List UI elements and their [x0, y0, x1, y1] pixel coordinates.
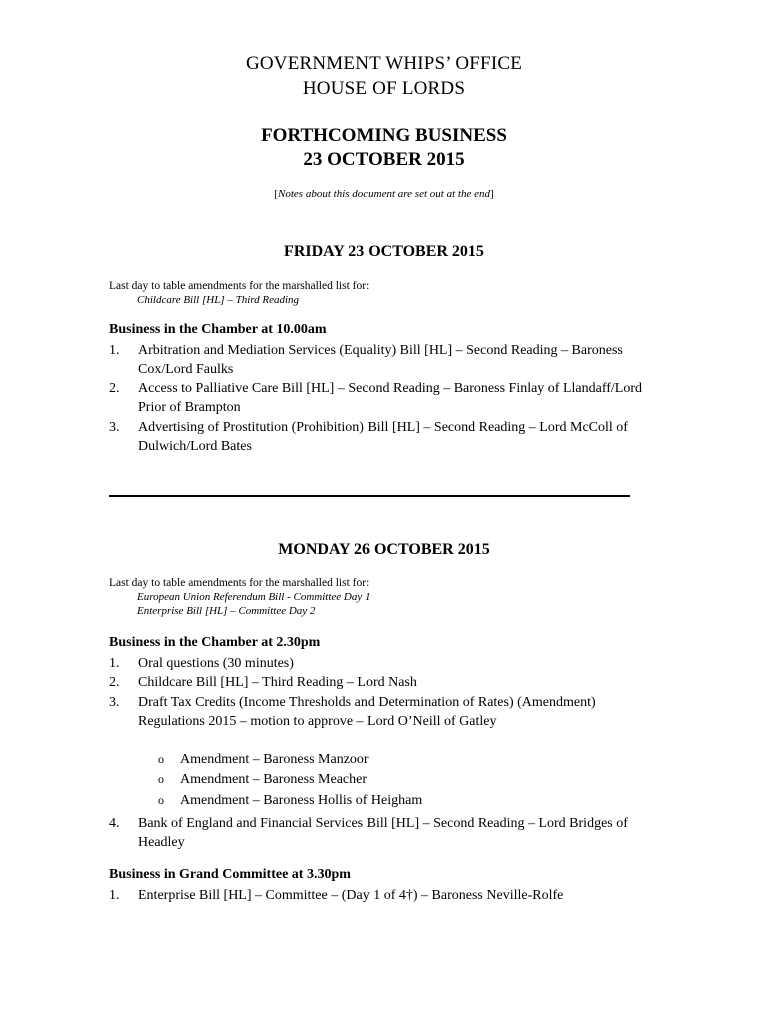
amendment-subitem — [158, 752, 369, 768]
chamber-heading-friday: Business in the Chamber at 10.00am — [109, 322, 327, 337]
office-name-line1: GOVERNMENT WHIPS’ OFFICE — [245, 53, 523, 74]
amendments-intro-monday: Last day to table amendments for the marshalled list for: — [109, 577, 370, 589]
amendments-intro-friday: Last day to table amendments for the marshalled list for: — [109, 280, 370, 292]
item-text: Bank of England and Financial Services Bill [HL] – Second Reading – Lord Bridges of Headley — [138, 816, 628, 850]
grand-committee-heading: Business in Grand Committee at 3.30pm — [109, 867, 351, 882]
notes-bracket-open: [ — [274, 188, 279, 200]
item-number: 4. — [109, 816, 120, 831]
chamber-heading-monday: Business in the Chamber at 2.30pm — [109, 635, 321, 650]
bullet-marker: o — [158, 752, 164, 766]
amendment-bill-monday: European Union Referendum Bill - Committee Day 1 — [137, 591, 371, 603]
item-number: 1. — [109, 343, 120, 358]
agenda-item — [109, 814, 654, 852]
item-text: Draft Tax Credits (Income Thresholds and Determination of Rates) (Amendment) Regulations 2015 – motion to approve – Lord O’Neill of Gatley — [138, 695, 596, 729]
subitem-text: Amendment – Baroness Hollis of Heigham — [180, 793, 423, 808]
item-text: Arbitration and Mediation Services (Equality) Bill [HL] – Second Reading – Baroness Cox/Lord Faulks — [138, 343, 623, 377]
document-title: FORTHCOMING BUSINESS — [261, 125, 507, 146]
subitem-text: Amendment – Baroness Meacher — [180, 772, 367, 787]
notes-reference — [0, 188, 768, 200]
bullet-marker: o — [158, 772, 164, 786]
day-heading-friday: FRIDAY 23 OCTOBER 2015 — [284, 243, 484, 260]
item-number: 2. — [109, 675, 120, 690]
agenda-item — [109, 673, 654, 692]
agenda-item — [109, 693, 654, 731]
item-text: Childcare Bill [HL] – Third Reading – Lord Nash — [138, 675, 417, 690]
item-number: 2. — [109, 381, 120, 396]
agenda-item — [109, 418, 654, 456]
item-number: 1. — [109, 656, 120, 671]
office-name-line2: HOUSE OF LORDS — [302, 78, 466, 99]
amendment-subitem — [158, 772, 367, 788]
amendment-bill-monday: Enterprise Bill [HL] – Committee Day 2 — [137, 605, 316, 617]
notes-bracket-close: ] — [489, 188, 494, 200]
section-divider — [109, 495, 630, 497]
bullet-marker: o — [158, 793, 164, 807]
item-text: Enterprise Bill [HL] – Committee – (Day 1 of 4†) – Baroness Neville-Rolfe — [138, 888, 564, 903]
agenda-item — [109, 886, 654, 905]
item-number: 3. — [109, 695, 120, 710]
notes-text: Notes about this document are set out at the end — [278, 188, 490, 200]
subitem-text: Amendment – Baroness Manzoor — [180, 752, 369, 767]
amendment-bill-friday: Childcare Bill [HL] – Third Reading — [137, 294, 300, 306]
document-date: 23 OCTOBER 2015 — [303, 149, 465, 170]
item-text: Advertising of Prostitution (Prohibition) Bill [HL] – Second Reading – Lord McColl of Dulwich/Lord Bates — [138, 420, 628, 454]
agenda-item — [109, 341, 654, 379]
item-number: 3. — [109, 420, 120, 435]
item-text: Access to Palliative Care Bill [HL] – Second Reading – Baroness Finlay of Llandaff/Lord Prior of Brampton — [138, 381, 643, 415]
item-number: 1. — [109, 888, 120, 903]
agenda-item — [109, 379, 654, 417]
item-text: Oral questions (30 minutes) — [138, 656, 294, 671]
amendment-subitem — [158, 793, 422, 809]
agenda-item — [109, 654, 654, 673]
day-heading-monday: MONDAY 26 OCTOBER 2015 — [278, 541, 490, 558]
